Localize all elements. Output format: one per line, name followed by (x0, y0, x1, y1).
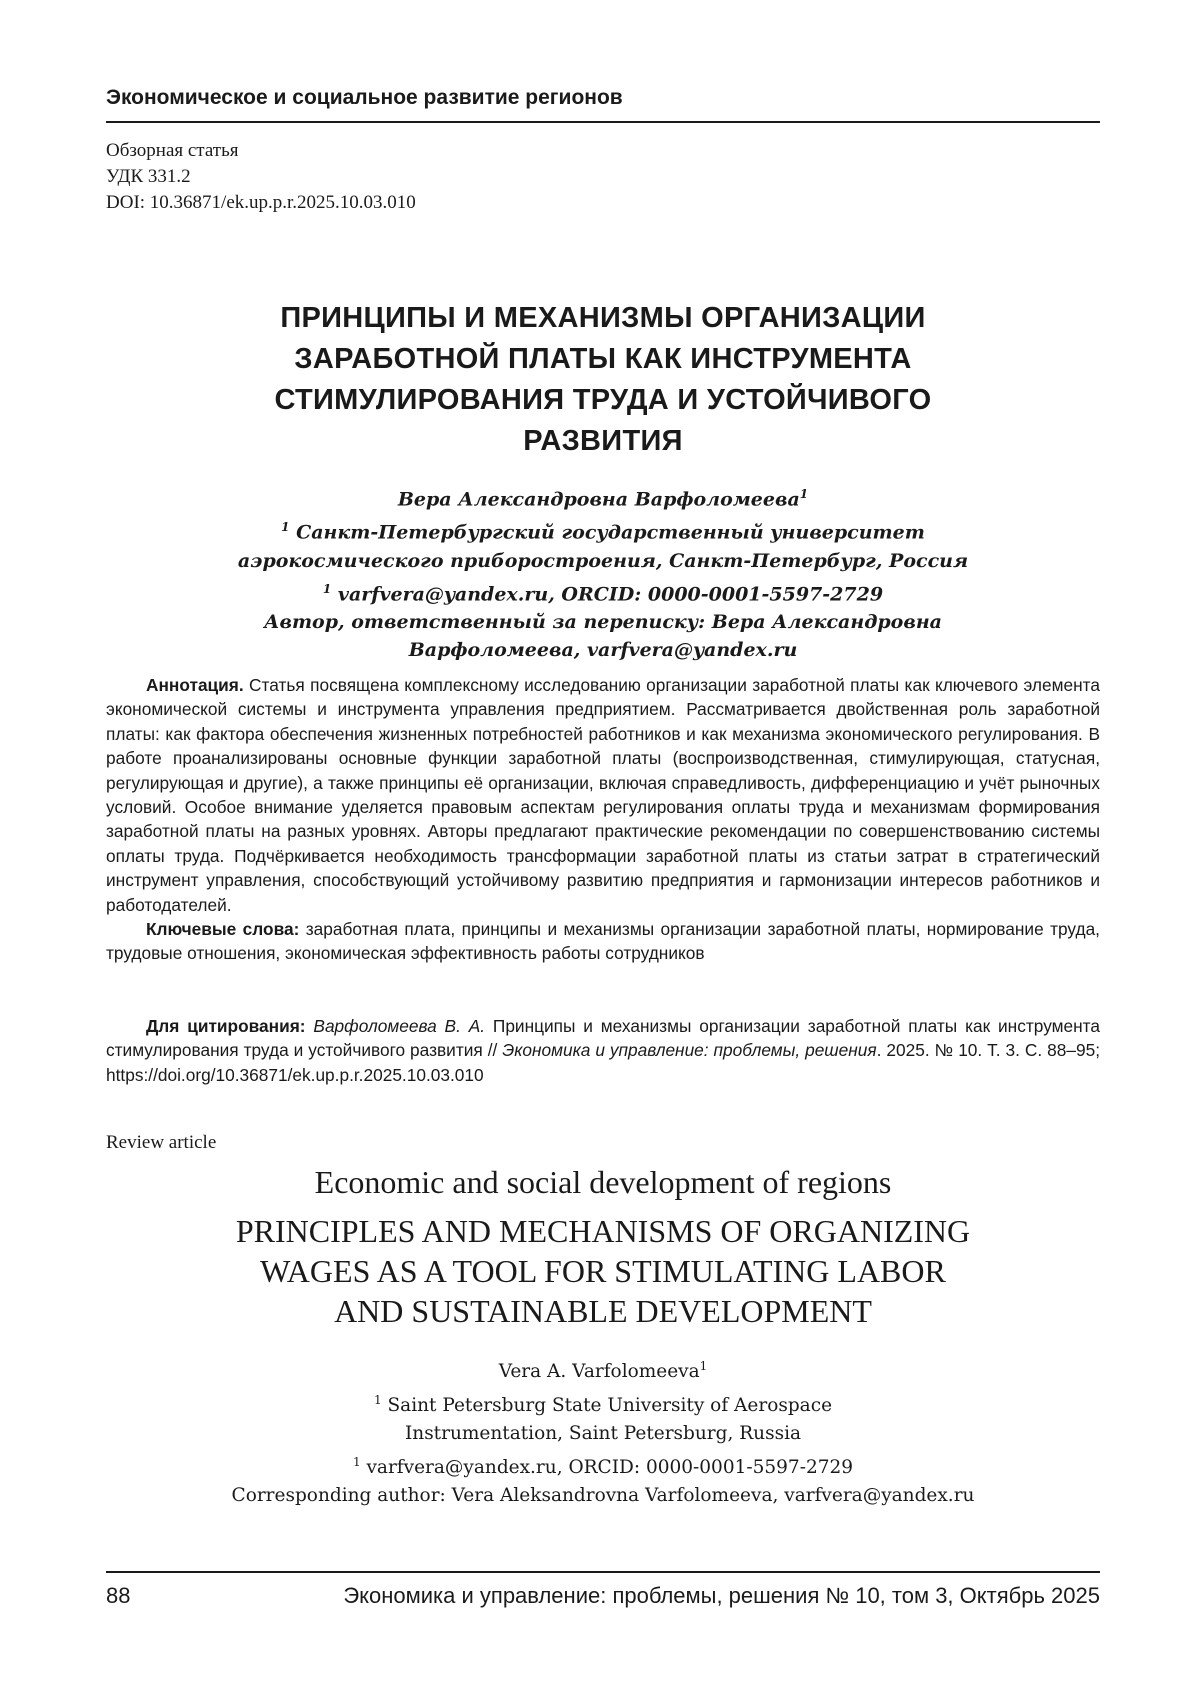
doi[interactable]: DOI: 10.36871/ek.up.p.r.2025.10.03.010 (106, 192, 416, 213)
affil-sup: 1 (699, 1359, 708, 1373)
abstract (106, 673, 1100, 917)
cite-journal: Экономика и управление: проблемы, решения (502, 1040, 877, 1061)
footer-journal: Экономика и управление: проблемы, решения № 10, том 3, Октябрь 2025 (343, 1583, 1100, 1608)
article-type: Обзорная статья (106, 140, 239, 161)
keywords-label: Ключевые слова: (146, 919, 300, 940)
en-contact[interactable]: varfvera@yandex.ru, ORCID: 0000-0001-5597-2729 (366, 1457, 854, 1479)
affil-sup: 1 (281, 520, 290, 535)
ru-title (106, 298, 1100, 462)
affil-sup: 1 (373, 1393, 382, 1408)
ru-author-block (106, 480, 1100, 664)
en-affiliation-cont: Instrumentation, Saint Petersburg, Russia (404, 1423, 802, 1445)
en-title-line: AND SUSTAINABLE DEVELOPMENT (334, 1293, 872, 1329)
cite-label: Для цитирования: (146, 1016, 306, 1036)
abstract-block (106, 673, 1100, 966)
en-author-name: Vera A. Varfolomeeva (498, 1361, 700, 1383)
affil-sup: 1 (799, 487, 809, 501)
affil-sup: 1 (322, 581, 332, 596)
udc-code: УДК 331.2 (106, 166, 191, 187)
ru-contact[interactable]: varfvera@yandex.ru, ORCID: 0000-0001-5597-2729 (337, 582, 884, 605)
en-title-line: PRINCIPLES AND MECHANISMS OF ORGANIZING (235, 1213, 971, 1249)
en-article-type: Review article (106, 1132, 217, 1153)
en-journal-section: Economic and social development of regions (314, 1164, 892, 1200)
en-title-line: WAGES AS A TOOL FOR STIMULATING LABOR (260, 1253, 946, 1289)
ru-author-name: Вера Александровна Варфоломеева (397, 488, 800, 511)
keywords (106, 917, 1100, 966)
ru-corresponding-cont[interactable]: Варфоломеева, varfvera@yandex.ru (408, 638, 798, 661)
ru-affiliation: Санкт-Петербургский государственный университет (296, 521, 925, 544)
ru-affiliation-cont: аэрокосмического приборостроения, Санкт-Петербург, Россия (237, 549, 969, 572)
en-corresponding[interactable]: Corresponding author: Vera Aleksandrovna Varfolomeeva, varfvera@yandex.ru (231, 1485, 975, 1507)
page-number: 88 (106, 1583, 131, 1608)
cite-title: Принципы и механизмы организации заработной платы как инструмента стимулирования труда и устойчивого развития // (106, 1016, 1101, 1061)
abstract-label: Аннотация. (146, 675, 244, 695)
ru-title-line: ЗАРАБОТНОЙ ПЛАТЫ КАК ИНСТРУМЕНТА (294, 343, 912, 375)
keywords-text: заработная плата, принципы и механизмы организации заработной платы, нормирование труда, трудовые отношения, экономическая эффективность работы сотрудников (106, 919, 1100, 964)
abstract-text: Статья посвящена комплексному исследованию организации заработной платы как ключевого элемента экономической системы и инструмента управления предприятием. Рассматривается двойственная роль заработной платы: как фактора обеспечения жизненных потребностей работников и как механизма экономического регулирования. В работе проанализированы основные функции заработной платы (воспроизводственная, стимулирующая, статусная, регулирующая и другие), а также принципы её организации, включая справедливость, дифференциацию и учёт рыночных условий. Особое внимание уделяется правовым аспектам регулирования оплаты труда и механизмам формирования заработной платы на разных уровнях. Авторы предлагают практические рекомендации по совершенствованию системы оплаты труда. Подчёркивается необходимость трансформации заработной платы из статьи затрат в стратегический инструмент управления, способствующий устойчивому развитию предприятия и гармонизации интересов работников и работодателей. (106, 675, 1100, 915)
running-head: Экономическое и социальное развитие регионов (106, 86, 623, 109)
cite-rest[interactable]: . 2025. № 10. Т. 3. С. 88–95; https://doi.org/10.36871/ek.up.p.r.2025.10.03.010 (106, 1040, 1100, 1085)
en-author-block (106, 1352, 1100, 1510)
cite-author: Варфоломеева В. А. (305, 1016, 486, 1036)
ru-title-line: РАЗВИТИЯ (523, 425, 683, 457)
header-rule (106, 121, 1100, 123)
ru-title-line: СТИМУЛИРОВАНИЯ ТРУДА И УСТОЙЧИВОГО (274, 384, 932, 416)
en-title (106, 1211, 1100, 1331)
affil-sup: 1 (352, 1455, 361, 1470)
ru-title-line: ПРИНЦИПЫ И МЕХАНИЗМЫ ОРГАНИЗАЦИИ (280, 302, 926, 334)
ru-corresponding: Автор, ответственный за переписку: Вера Александровна (264, 610, 942, 633)
en-affiliation: Saint Petersburg State University of Aerospace (387, 1395, 833, 1417)
footer-rule (106, 1571, 1100, 1573)
article-meta (106, 138, 806, 216)
citation-block (106, 1014, 1100, 1087)
